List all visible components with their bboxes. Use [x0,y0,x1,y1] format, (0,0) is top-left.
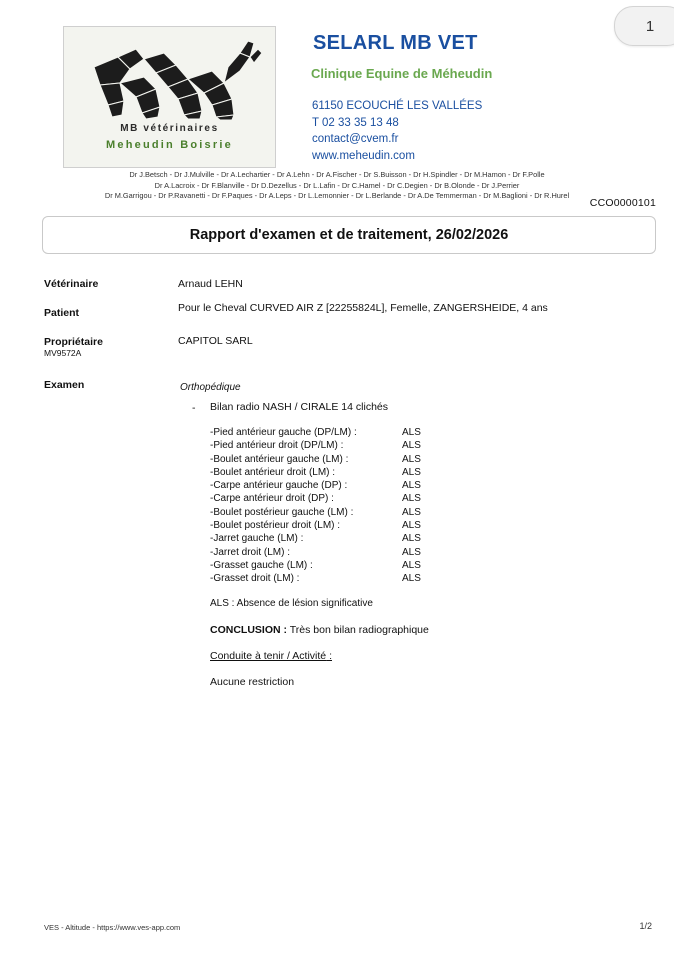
clinic-address: 61150 ECOUCHÉ LES VALLÉES [312,100,483,112]
conduite-a-tenir-label: Conduite à tenir / Activité [210,650,327,662]
bilan-line: Bilan radio NASH / CIRALE 14 clichés [210,401,388,413]
conclusion-label: CONCLUSION : [210,624,287,636]
radiograph-label: -Boulet antérieur droit (LM) : [210,466,336,478]
radiograph-label: -Grasset droit (LM) : [210,573,300,585]
horse-logo-icon [64,27,275,127]
radiograph-label: -Pied antérieur gauche (DP/LM) : [210,427,357,438]
patient-value: Pour le Cheval CURVED AIR Z [22255824L], Femelle, ZANGERSHEIDE, 4 ans [178,302,548,314]
radiograph-label: -Jarret droit (LM) : [210,546,291,558]
patient-label: Patient [44,307,80,319]
page-indicator-value: 1 [645,17,655,35]
radiograph-label: -Boulet antérieur gauche (LM) : [210,453,349,465]
conduite-a-tenir-suffix: : [326,650,332,662]
conduite-a-tenir-heading [210,650,332,662]
report-title-box [42,216,656,254]
clinic-contact-block [312,98,482,164]
exam-label: Examen [44,379,85,391]
radiograph-label: -Jarret gauche (LM) : [210,533,304,545]
clinic-phone: T 02 33 35 13 48 [312,116,399,129]
restriction-text: Aucune restriction [210,676,295,688]
clinic-email: contact@cvem.fr [312,133,399,145]
radiograph-label: -Grasset gauche (LM) : [210,559,313,571]
exam-section-title: Orthopédique [180,382,241,393]
bilan-bullet: - [192,402,196,414]
radiograph-label: -Boulet postérieur droit (LM) : [210,520,341,532]
owner-value: CAPITOL SARL [178,335,253,347]
veterinarian-roster-line: Dr A.Lacroix - Dr F.Blanville - Dr D.Dezellus - Dr L.Lafin - Dr C.Hamel - Dr C.Degien - Dr B.Olonde - Dr J.Perrier [154,180,520,190]
radiograph-result: ALS [402,493,421,505]
radiograph-result: ALS [402,573,421,585]
document-header [0,0,674,209]
clinic-subtitle: Clinique Equine de Méheudin [311,66,493,81]
radiograph-result: ALS [402,559,421,571]
report-title: Rapport d'examen et de traitement, 26/02/2026 [189,227,509,243]
document-reference: CCO0000101 [589,197,656,209]
conclusion-line [210,624,429,636]
veterinarian-roster-line: Dr M.Garrigou - Dr P.Ravanetti - Dr F.Paques - Dr A.Leps - Dr L.Lemonnier - Dr L.Berlande - Dr A.De Temmerman - Dr M.Baglioni - Dr R.Hurel [104,191,570,200]
clinic-logo [63,26,276,168]
radiograph-label: -Carpe antérieur droit (DP) : [210,493,334,505]
radiograph-result: ALS [402,546,421,558]
radiograph-result: ALS [402,520,421,532]
owner-code: MV9572A [44,348,82,358]
conclusion-value: Très bon bilan radiographique [289,624,429,636]
logo-caption-line2: Meheudin Boisrie [106,139,233,151]
footer-source: VES - Altitude - https://www.ves-app.com [44,923,181,932]
radiograph-result: ALS [402,533,421,545]
logo-caption-line1: MB vétérinaires [120,123,219,134]
radiograph-result: ALS [402,440,421,452]
radiograph-label: -Pied antérieur droit (DP/LM) : [210,440,344,452]
als-legend: ALS : Absence de lésion significative [210,598,373,609]
radiograph-result: ALS [402,480,421,492]
veterinarian-label: Vétérinaire [44,278,99,290]
clinic-website: www.meheudin.com [312,149,415,162]
veterinarian-roster [0,170,674,202]
footer-page-number: 1/2 [639,921,652,931]
radiograph-result: ALS [402,466,421,478]
radiograph-result: ALS [402,453,421,465]
veterinarian-roster-line: Dr J.Betsch - Dr J.Mulville - Dr A.Lechartier - Dr A.Lehn - Dr A.Fischer - Dr S.Buisson - Dr H.Spindler - Dr M.Hamon - Dr F.Polle [129,170,545,179]
owner-label: Propriétaire [44,336,103,348]
radiograph-label: -Carpe antérieur gauche (DP) : [210,480,348,492]
veterinarian-value: Arnaud LEHN [178,278,243,290]
radiograph-label: -Boulet postérieur gauche (LM) : [210,506,354,518]
radiograph-result: ALS [402,427,421,438]
clinic-name: SELARL MB VET [313,32,478,54]
radiograph-result: ALS [402,506,421,518]
